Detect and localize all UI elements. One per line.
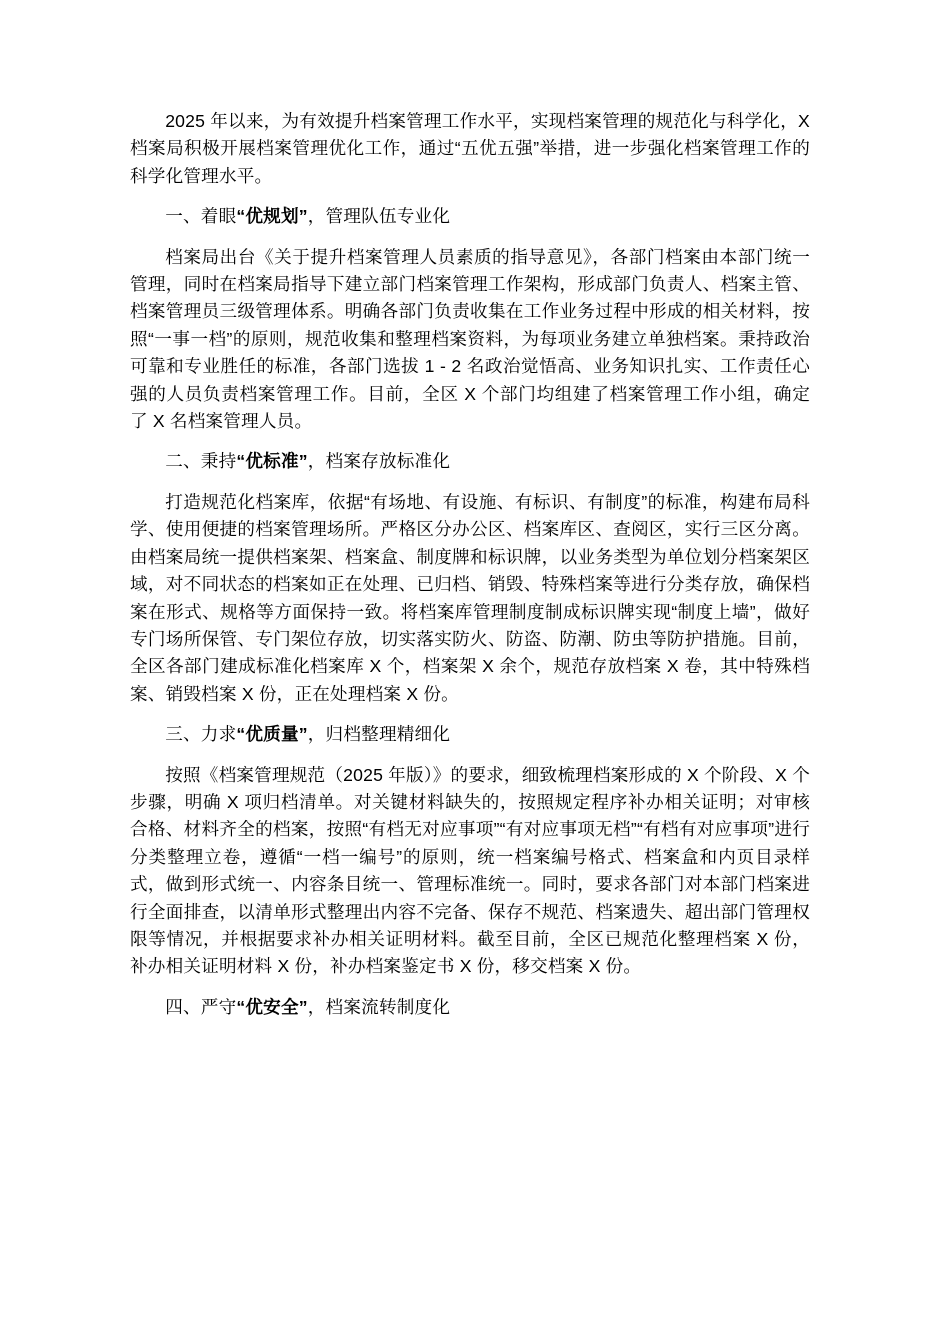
paragraph-section-1: 档案局出台《关于提升档案管理人员素质的指导意见》，各部门档案由本部门统一管理，同时在档案局指导下建立部门档案管理工作架构，形成部门负责人、档案主管、档案管理员三级管理体系。明确各部门负责收集在工作业务过程中形成的相关材料，按照“一事一档”的原则，规范收集和整理档案资料，为每项业务建立单独档案。秉持政治可靠和专业胜任的标准，各部门选拔 1 - 2 名政治觉悟高、业务知识扎实、工作责任心强的人员负责档案管理工作。目前，全区 X 个部门均组建了档案管理工作小组，确定了 X 名档案管理人员。 (130, 246, 810, 432)
section-heading-2-prefix: 二、秉持 (165, 451, 237, 472)
section-heading-4-emphasis: “优安全” (236, 996, 308, 1017)
paragraph-section-2: 打造规范化档案库，依据“有场地、有设施、有标识、有制度”的标准，构建布局科学、使用便捷的档案管理场所。严格区分办公区、档案库区、查阅区，实行三区分离。由档案局统一提供档案架、档案盒、制度牌和标识牌，以业务类型为单位划分档案架区域，对不同状态的档案如正在处理、已归档、销毁、特殊档案等进行分类存放，确保档案在形式、规格等方面保持一致。将档案库管理制度制成标识牌实现“制度上墙”，做好专门场所保管、专门架位存放，切实落实防火、防盗、防潮、防虫等防护措施。目前，全区各部门建成标准化档案库 X 个，档案架 X 余个，规范存放档案 X 卷，其中特殊档案、销毁档案 X 份，正在处理档案 X 份。 (130, 491, 810, 704)
section-heading-4-suffix: ，档案流转制度化 (307, 996, 451, 1017)
section-heading-1 (130, 203, 810, 230)
section-heading-2-emphasis: “优标准” (236, 451, 308, 472)
section-heading-3-suffix: ，归档整理精细化 (307, 724, 451, 745)
section-heading-2 (130, 448, 810, 475)
section-heading-4-prefix: 四、严守 (165, 996, 237, 1017)
section-heading-3 (130, 721, 810, 748)
paragraph-intro: 2025 年以来，为有效提升档案管理工作水平，实现档案管理的规范化与科学化，X 档案局积极开展档案管理优化工作，通过“五优五强”举措，进一步强化档案管理工作的科学化管理水平。 (130, 111, 810, 186)
section-heading-1-emphasis: “优规划” (236, 206, 308, 227)
section-heading-3-prefix: 三、力求 (165, 724, 237, 745)
section-heading-2-suffix: ，档案存放标准化 (307, 451, 451, 472)
paragraph-section-3: 按照《档案管理规范（2025 年版）》的要求，细致梳理档案形成的 X 个阶段、X 个步骤，明确 X 项归档清单。对关键材料缺失的，按照规定程序补办相关证明；对审核合格、材料齐全的档案，按照“有档无对应事项”“有对应事项无档”“有档有对应事项”进行分类整理立卷，遵循“一档一编号”的原则，统一档案编号格式、档案盒和内页目录样式，做到形式统一、内容条目统一、管理标准统一。同时，要求各部门对本部门档案进行全面排查，以清单形式整理出内容不完备、保存不规范、档案遗失、超出部门管理权限等情况，并根据要求补办相关证明材料。截至目前，全区已规范化整理档案 X 份，补办相关证明材料 X 份，补办档案鉴定书 X 份，移交档案 X 份。 (130, 764, 810, 977)
document-body (130, 108, 810, 1021)
section-heading-3-emphasis: “优质量” (236, 724, 308, 745)
section-heading-1-prefix: 一、着眼 (165, 206, 237, 227)
section-heading-4 (130, 994, 810, 1021)
section-heading-1-suffix: ，管理队伍专业化 (307, 206, 451, 227)
